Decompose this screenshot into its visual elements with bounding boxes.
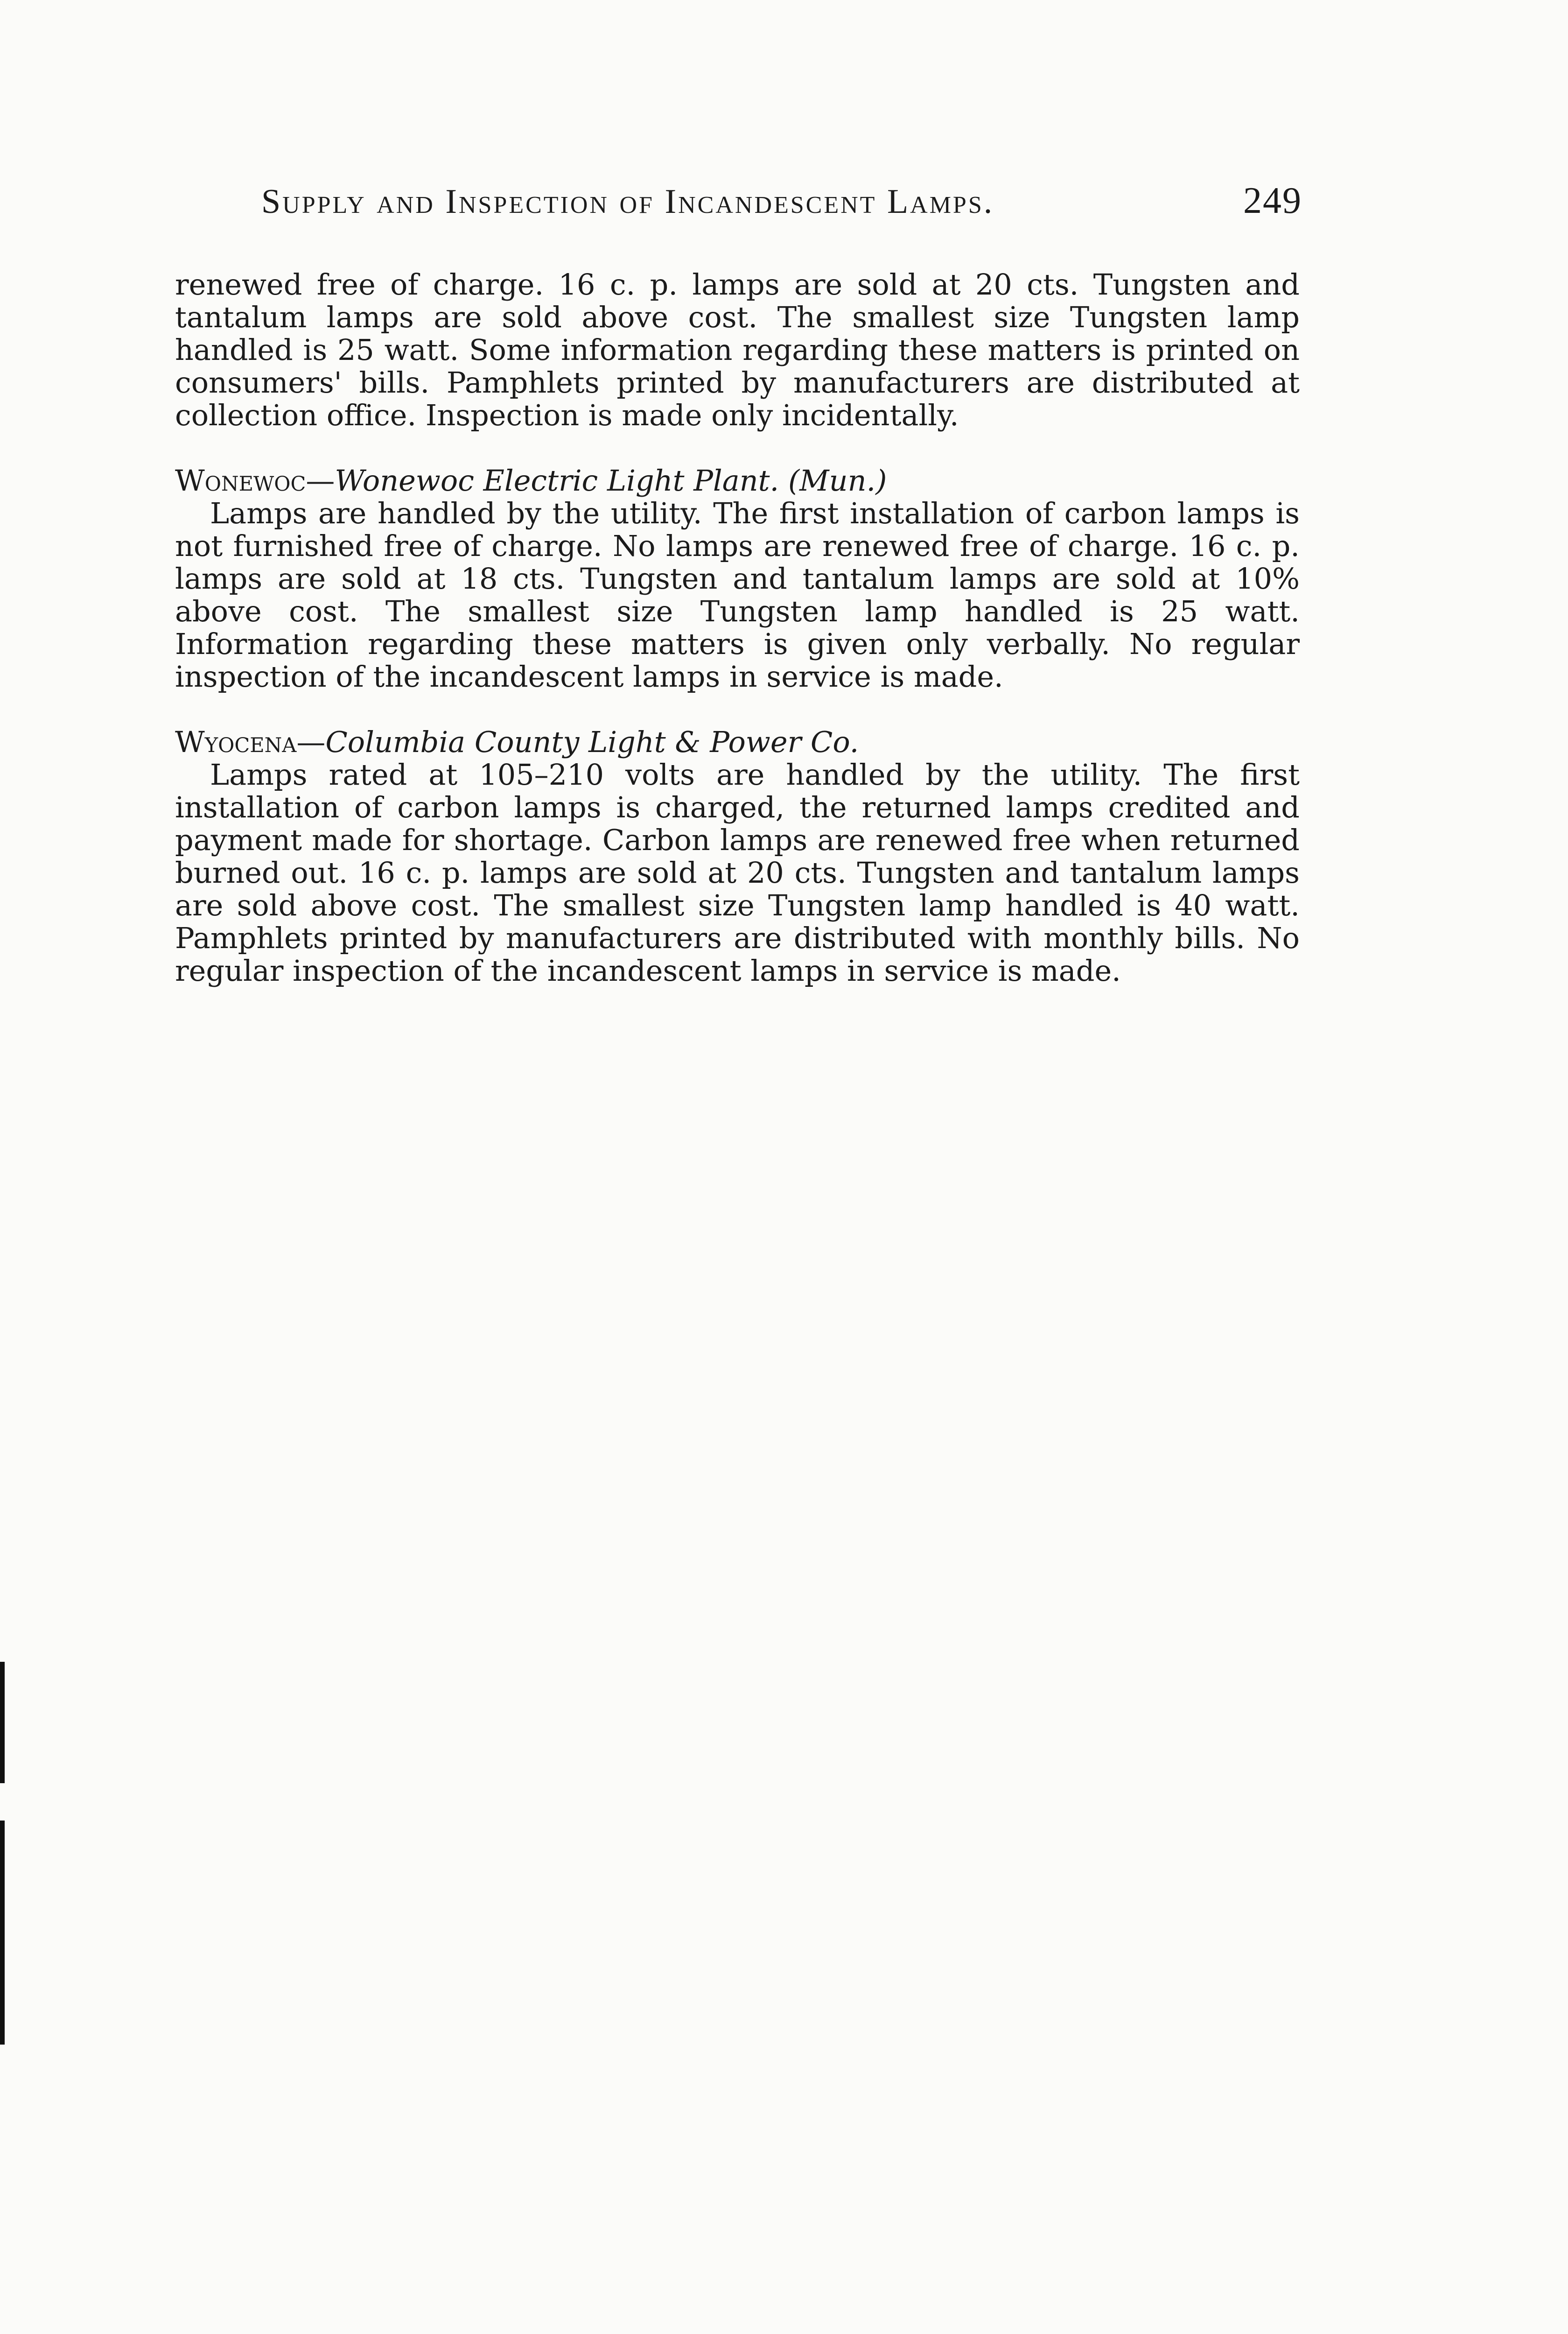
entry-text: Lamps are handled by the utility. The first installation of carbon lamps is not furnished free of charge. No lamps are renewed free of charge. 16 c. p. lamps are sold at 18 cts. Tungsten and tantalum lamps are sold at 10% above cost. The smallest size Tungsten lamp handled is 25 watt. Information regarding these matters is given only verbally. No regular inspection of the incandescent lamps in service is made. [175, 496, 1300, 694]
continuation-paragraph: renewed free of charge. 16 c. p. lamps are sold at 20 cts. Tungsten and tantalum lamps are sold above cost. The smallest size Tungsten lamp handled is 25 watt. Some information regarding these matters is printed on consumers' bills. Pamphlets printed by manufacturers are distributed at collection office. Inspection is made only incidentally. [175, 267, 1300, 432]
entry-dash: — [306, 464, 335, 498]
entry-wyocena [175, 726, 1300, 987]
entry-text: Lamps rated at 105–210 volts are handled by the utility. The first installation of carbon lamps is charged, the returned lamps credited and payment made for shortage. Carbon lamps are renewed free when returned burned out. 16 c. p. lamps are sold at 20 cts. Tungsten and tantalum lamps are sold above cost. The smallest size Tungsten lamp handled is 40 watt. Pamphlets printed by manufacturers are distributed with monthly bills. No regular inspection of the incandescent lamps in service is made. [175, 758, 1300, 988]
running-header [261, 180, 1302, 222]
entry-heading [175, 464, 1300, 497]
running-title: Supply and Inspection of Incandescent Lamps. [261, 183, 994, 221]
binding-edge-mark [0, 1662, 5, 1783]
entry-wonewoc [175, 464, 1300, 693]
entry-utility: Columbia County Light & Power Co. [325, 725, 859, 759]
binding-edge-mark [0, 1821, 5, 2045]
entry-place: Wyocena [175, 725, 297, 759]
entry-dash: — [296, 725, 326, 759]
entry-place: Wonewoc [175, 464, 306, 498]
page-number: 249 [1243, 180, 1302, 221]
entry-heading [175, 726, 1300, 759]
entry-utility: Wonewoc Electric Light Plant. (Mun.) [335, 464, 887, 498]
page-body [175, 268, 1300, 987]
